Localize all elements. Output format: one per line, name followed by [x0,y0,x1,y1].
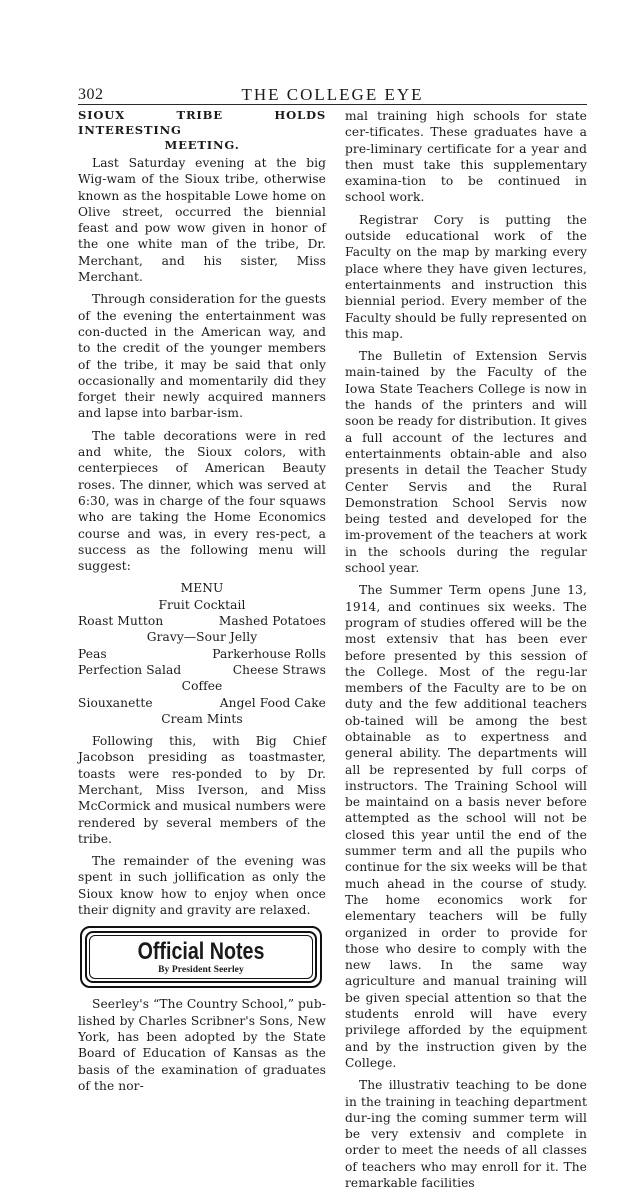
official-notes-byline: By President Seerley [158,965,244,976]
menu-item: Parkerhouse Rolls [212,646,326,661]
running-title: THE COLLEGE EYE [241,85,424,104]
menu-item: Roast Mutton [78,614,164,629]
menu-item: Peas [78,646,107,661]
headline-line-2: MEETING. [164,138,240,152]
notes-paragraph: mal training high schools for state cer-tificates. These graduates have a pre-liminary certificate for a year and then must take this supplementary examina-tion to be continued in school work. [345,109,587,205]
menu-item: Siouxanette [78,695,153,710]
page-header [78,86,587,105]
menu-row [78,613,326,629]
page-number: 302 [78,86,104,103]
menu-row [78,662,326,678]
menu-item: Cheese Straws [232,662,326,677]
menu-row [78,646,326,662]
menu-item: Coffee [181,679,223,694]
headline-line-1: SIOUX TRIBE HOLDS INTERESTING [78,108,326,137]
menu-item: Perfection Salad [78,662,182,677]
article-paragraph: Last Saturday evening at the big Wig-wam of the Sioux tribe, otherwise known as the hospitable Lowe home on Olive street, occurred the biennial feast and pow wow given in honor of the one white man of the tribe, Dr. Merchant, and his sister, Miss Merchant. [78,156,326,285]
right-column [345,108,587,1197]
menu-item: Angel Food Cake [219,695,326,710]
notes-paragraph: Seerley's “The Country School,” pub-lished by Charles Scribner's Sons, New York, has been adopted by the State Board of Education of Kansas as the basis of the examination of graduates of the nor- [78,997,326,1093]
article-paragraph: The remainder of the evening was spent in such jollification as only the Sioux know how to enjoy when once their dignity and gravity are relaxed. [78,854,326,918]
menu-item: Fruit Cocktail [158,597,246,612]
notes-paragraph: The Summer Term opens June 13, 1914, and continues six weeks. The program of studies offered will be the most extensiv that has been ever before presented by this session of the College. Most of the regu-lar members of the Faculty are to be on duty and the few additional teachers ob-tained will be among the best obtainable as to expertness and general ability. The departments will all be represented by full corps of instructors. The Training School will be maintaind on a basis never before attempted as the school will not be closed this year until the end of the summer term and all the pupils who continue for the six weeks will be that much ahead in the course of study. The home economics work for elementary teachers will be fully organized in order to provide for those who desire to comply with the new laws. In the same way agriculture and manual training will be given special attention so that the students enrold will have every privilege afforded by the equipment and by the instruction given by the College. [345,583,587,1070]
article-paragraph: Through consideration for the guests of the evening the entertainment was con-ducted in the American way, and to the credit of the younger members of the tribe, it may be said that only occasionally and momentarily did they forget their newly acquired manners and lapse into barbar-ism. [78,292,326,421]
notes-paragraph: Registrar Cory is putting the outside educational work of the Faculty on the map by marking every place where they have given lectures, entertainments and instruction this biennial period. Every member of the Faculty should be fully represented on this map. [345,212,587,341]
menu-row [78,695,326,711]
menu-item: Mashed Potatoes [218,614,326,629]
article-paragraph: The table decorations were in red and white, the Sioux colors, with centerpieces of American Beauty roses. The dinner, which was served at 6:30, was in charge of the four squaws who are taking the Home Economics course and was, in every res-pect, a success as the following menu will suggest: [78,428,326,574]
official-notes-title: Official Notes [137,938,265,966]
menu-item: Cream Mints [161,711,243,726]
menu-item: Gravy—Sour Jelly [146,630,258,645]
notes-paragraph: The illustrativ teaching to be done in the training in teaching department dur-ing the coming summer term will be very extensiv and complete in order to meet the needs of all classes of teachers who may enroll for it. The remarkable facilities [345,1078,587,1190]
dinner-menu [78,580,326,727]
menu-title: MENU [180,581,224,596]
article-paragraph: Following this, with Big Chief Jacobson presiding as toastmaster, toasts were res-ponded to by Dr. Merchant, Miss Iverson, and Miss McCormick and musical numbers were rendered by several members of the tribe. [78,734,326,846]
official-notes-banner [80,926,322,988]
left-column [78,108,326,1100]
article-headline [78,108,326,153]
notes-paragraph: The Bulletin of Extension Servis main-tained by the Faculty of the Iowa State Teachers College is now in the hands of the printers and will soon be ready for distribution. It gives a full account of the lectures and entertainments obtain-able and also presents in detail the Teacher Study Center Servis and the Rural Demonstration School Servis now being tested and developed for the im-provement of the teachers at work in the schools during the regular school year. [345,349,587,576]
